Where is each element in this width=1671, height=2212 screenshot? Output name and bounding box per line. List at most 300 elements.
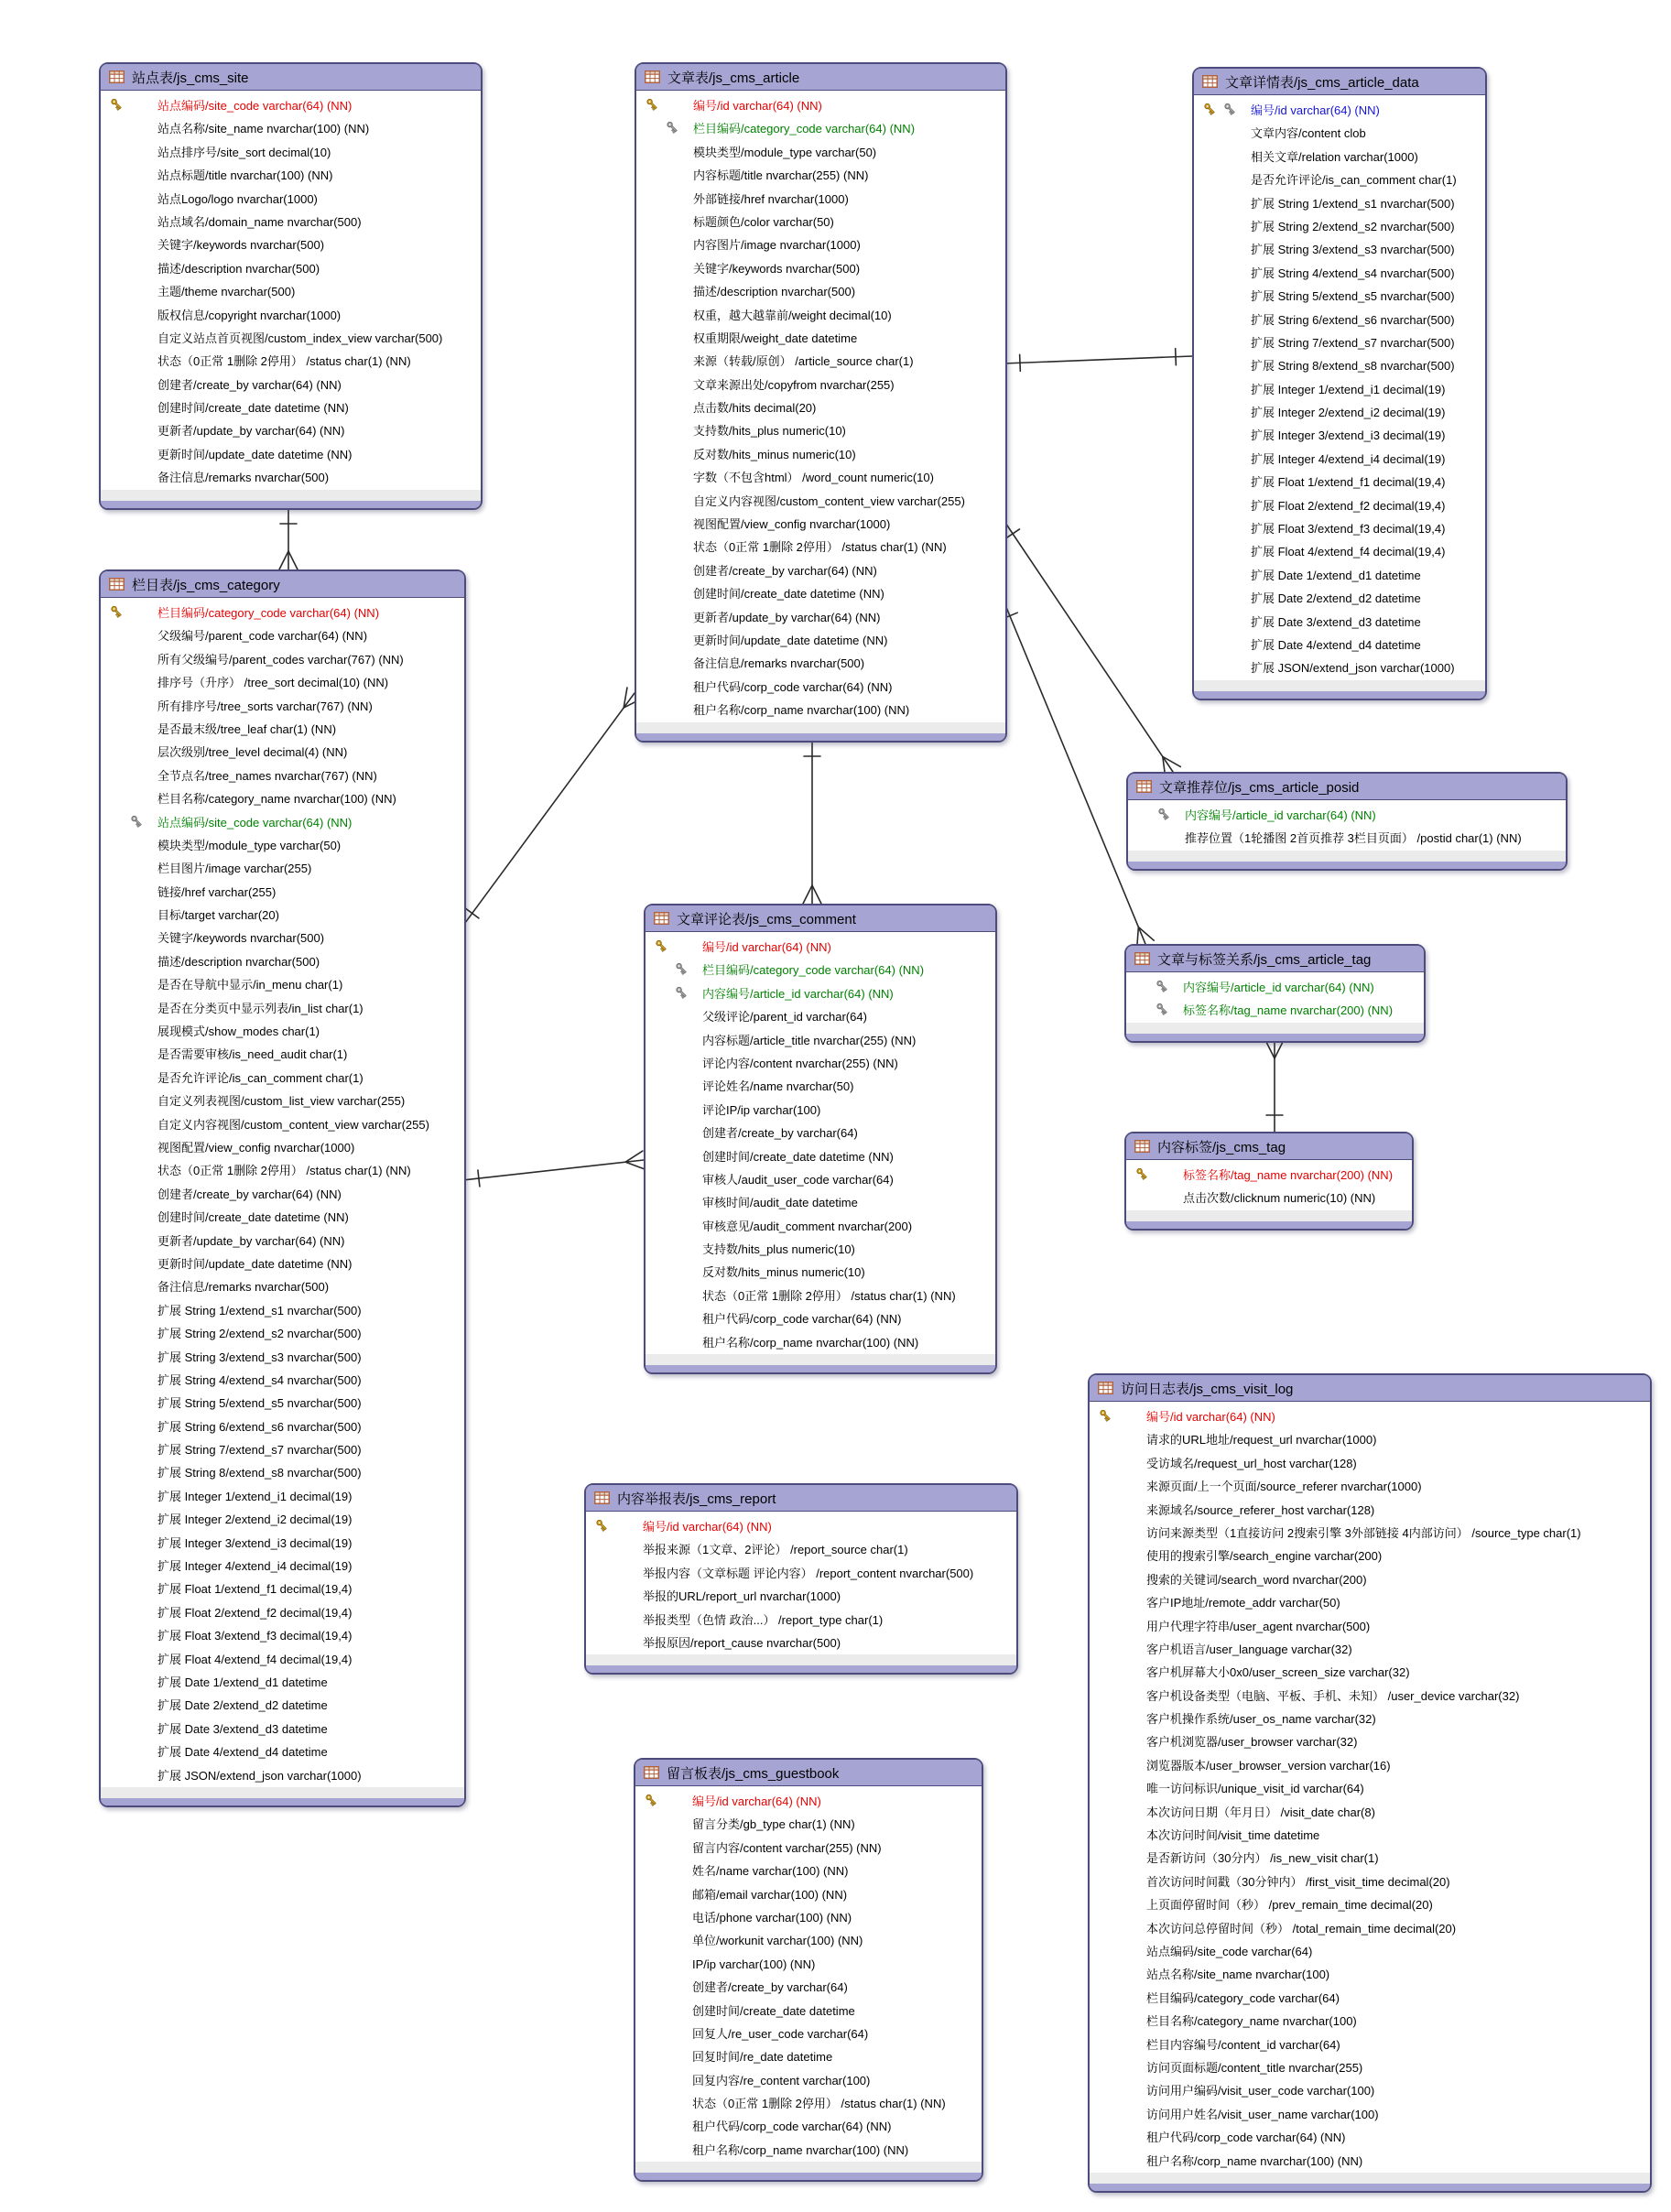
table-js_cms_comment[interactable] — [644, 904, 997, 1374]
field-row[interactable] — [636, 629, 1005, 652]
field-row[interactable] — [101, 1764, 464, 1787]
field-row[interactable] — [635, 1813, 982, 1836]
table-header[interactable] — [1090, 1375, 1650, 1402]
field-row[interactable] — [636, 419, 1005, 442]
field-row[interactable] — [101, 1090, 464, 1112]
field-row[interactable] — [1194, 424, 1485, 447]
table-grid-icon — [1136, 780, 1152, 793]
field-label: 举报来源（1文章、2评论） /report_source char(1) — [643, 1543, 908, 1557]
field-row[interactable] — [586, 1632, 1016, 1654]
field-row[interactable] — [1194, 401, 1485, 424]
field-row[interactable] — [1090, 1475, 1650, 1498]
field-row[interactable] — [101, 1718, 464, 1740]
field-row[interactable] — [1090, 1824, 1650, 1847]
field-row[interactable] — [101, 94, 481, 117]
field-label: 编号/id varchar(64) (NN) — [692, 1795, 821, 1808]
field-row[interactable] — [101, 443, 481, 466]
field-row[interactable] — [101, 834, 464, 857]
field-row[interactable] — [1194, 611, 1485, 634]
field-row[interactable] — [1090, 1963, 1650, 1986]
field-row[interactable] — [1194, 192, 1485, 215]
field-row[interactable] — [1090, 2150, 1650, 2173]
field-row[interactable] — [101, 396, 481, 419]
table-bottom-bar — [636, 733, 1005, 741]
field-row[interactable] — [646, 1285, 995, 1307]
table-js_cms_article_posid[interactable] — [1126, 772, 1568, 871]
field-row[interactable] — [636, 652, 1005, 675]
field-label: 扩展 Date 2/extend_d2 datetime — [1251, 591, 1421, 606]
field-row[interactable] — [101, 350, 481, 373]
field-label: 推荐位置（1轮播图 2首页推荐 3栏目页面） /postid char(1) (NN) — [1185, 831, 1522, 846]
field-label: 创建者/create_by varchar(64) (NN) — [157, 377, 342, 392]
field-list — [101, 91, 481, 490]
field-row[interactable] — [1126, 976, 1424, 999]
table-header[interactable] — [101, 64, 481, 91]
field-row[interactable] — [101, 1438, 464, 1461]
field-label: 链接/href varchar(255) — [157, 884, 277, 899]
field-row[interactable] — [1126, 1187, 1412, 1209]
field-row[interactable] — [101, 327, 481, 350]
field-row[interactable] — [101, 188, 481, 211]
field-row[interactable] — [636, 559, 1005, 582]
field-row[interactable] — [1194, 634, 1485, 656]
field-row[interactable] — [1194, 238, 1485, 261]
field-row[interactable] — [101, 141, 481, 164]
field-label: 访问用户编码/visit_user_code varchar(100) — [1146, 2084, 1375, 2098]
field-row[interactable] — [636, 374, 1005, 396]
field-row[interactable] — [101, 1601, 464, 1624]
field-row[interactable] — [636, 513, 1005, 536]
table-js_cms_article[interactable] — [635, 62, 1007, 743]
field-row[interactable] — [636, 164, 1005, 187]
field-row[interactable] — [101, 1508, 464, 1531]
field-label: 排序号（升序） /tree_sort decimal(10) (NN) — [157, 676, 389, 690]
field-row[interactable] — [1090, 1522, 1650, 1545]
field-row[interactable] — [636, 257, 1005, 280]
table-footer — [101, 490, 481, 501]
field-row[interactable] — [1194, 99, 1485, 122]
field-label: 举报的URL/report_url nvarchar(1000) — [643, 1589, 841, 1604]
field-row[interactable] — [636, 676, 1005, 699]
field-row[interactable] — [101, 1671, 464, 1694]
field-row[interactable] — [1194, 656, 1485, 679]
field-label: 租户名称/corp_name nvarchar(100) (NN) — [1146, 2153, 1363, 2168]
table-title: 留言板表/js_cms_guestbook — [667, 1765, 840, 1782]
table-header[interactable] — [586, 1485, 1016, 1512]
field-row[interactable] — [101, 1461, 464, 1484]
field-row[interactable] — [101, 117, 481, 140]
field-row[interactable] — [646, 1331, 995, 1354]
field-row[interactable] — [636, 233, 1005, 256]
relationship-article-article_posid — [1004, 520, 1180, 777]
field-row[interactable] — [101, 1067, 464, 1090]
field-label: 姓名/name varchar(100) (NN) — [692, 1864, 849, 1879]
field-row[interactable] — [1194, 309, 1485, 331]
field-row[interactable] — [1126, 1164, 1412, 1187]
field-label: 备注信息/remarks nvarchar(500) — [157, 471, 330, 485]
field-row[interactable] — [1090, 1708, 1650, 1730]
field-row[interactable] — [636, 582, 1005, 605]
field-row[interactable] — [636, 211, 1005, 233]
field-row[interactable] — [1194, 285, 1485, 308]
field-row[interactable] — [1090, 1940, 1650, 1963]
field-row[interactable] — [101, 881, 464, 904]
field-label: 租户代码/corp_code varchar(64) (NN) — [1146, 2131, 1346, 2145]
field-row[interactable] — [635, 2000, 982, 2022]
field-row[interactable] — [635, 2115, 982, 2138]
field-label: 留言内容/content varchar(255) (NN) — [692, 1840, 882, 1855]
field-row[interactable] — [646, 1168, 995, 1191]
table-js_cms_category[interactable] — [99, 569, 466, 1807]
field-row[interactable] — [636, 396, 1005, 419]
field-row[interactable] — [646, 936, 995, 959]
field-row[interactable] — [1194, 587, 1485, 610]
field-row[interactable] — [101, 671, 464, 694]
field-row[interactable] — [1090, 1405, 1650, 1428]
field-row[interactable] — [1090, 1847, 1650, 1870]
field-row[interactable] — [101, 1043, 464, 1066]
field-label: 栏目编码/category_code varchar(64) (NN) — [157, 606, 380, 620]
field-row[interactable] — [101, 211, 481, 233]
field-label: 栏目图片/image varchar(255) — [157, 862, 312, 876]
field-label: 相关文章/relation varchar(1000) — [1251, 149, 1418, 164]
field-row[interactable] — [586, 1515, 1016, 1538]
field-row[interactable] — [636, 490, 1005, 513]
field-row[interactable] — [101, 811, 464, 834]
field-row[interactable] — [1090, 1777, 1650, 1800]
field-row[interactable] — [101, 764, 464, 787]
field-row[interactable] — [636, 188, 1005, 211]
field-label: 自定义内容视图/custom_content_view varchar(255) — [693, 493, 965, 508]
field-row[interactable] — [101, 374, 481, 396]
field-label: 标签名称/tag_name nvarchar(200) (NN) — [1183, 1003, 1394, 1018]
field-label: 首次访问时间戳（30分钟内） /first_visit_time decimal(20) — [1146, 1874, 1450, 1889]
field-row[interactable] — [101, 997, 464, 1020]
field-label: 审核人/audit_user_code varchar(64) — [702, 1172, 894, 1187]
field-label: 备注信息/remarks nvarchar(500) — [157, 1280, 330, 1295]
field-row[interactable] — [1194, 564, 1485, 587]
field-row[interactable] — [1194, 494, 1485, 517]
field-label: 支持数/hits_plus numeric(10) — [702, 1242, 855, 1257]
field-row[interactable] — [1090, 1987, 1650, 2010]
field-label: 主题/theme nvarchar(500) — [157, 285, 296, 299]
field-row[interactable] — [101, 741, 464, 764]
field-row[interactable] — [101, 1113, 464, 1136]
field-label: 是否新访问（30分内） /is_new_visit char(1) — [1146, 1851, 1379, 1866]
field-row[interactable] — [101, 1346, 464, 1369]
field-row[interactable] — [101, 1415, 464, 1438]
field-row[interactable] — [1090, 2033, 1650, 2056]
field-label: 状态（0正常 1删除 2停用） /status char(1) (NN) — [157, 1164, 411, 1178]
field-row[interactable] — [1090, 1452, 1650, 1475]
field-label: 反对数/hits_minus numeric(10) — [702, 1265, 865, 1280]
field-row[interactable] — [101, 233, 481, 256]
field-row[interactable] — [646, 1215, 995, 1238]
field-row[interactable] — [101, 1206, 464, 1229]
field-row[interactable] — [1090, 2126, 1650, 2149]
table-js_cms_tag[interactable] — [1124, 1132, 1414, 1231]
field-row[interactable] — [101, 624, 464, 647]
field-label: 扩展 String 3/extend_s3 nvarchar(500) — [1251, 243, 1455, 257]
field-row[interactable] — [636, 94, 1005, 117]
field-row[interactable] — [101, 1322, 464, 1345]
field-row[interactable] — [1128, 804, 1566, 827]
field-row[interactable] — [1128, 827, 1566, 850]
field-label: 扩展 Integer 4/extend_i4 decimal(19) — [1251, 451, 1446, 466]
field-row[interactable] — [101, 1740, 464, 1763]
field-row[interactable] — [101, 1532, 464, 1555]
field-row[interactable] — [1090, 1499, 1650, 1522]
field-row[interactable] — [646, 1099, 995, 1122]
field-row[interactable] — [635, 2022, 982, 2045]
field-label: 扩展 JSON/extend_json varchar(1000) — [1251, 661, 1455, 676]
field-row[interactable] — [1090, 1893, 1650, 1916]
field-row[interactable] — [646, 959, 995, 981]
field-row[interactable] — [646, 982, 995, 1005]
field-row[interactable] — [646, 1122, 995, 1144]
field-label: 扩展 String 1/extend_s1 nvarchar(500) — [157, 1303, 362, 1317]
field-label: 来源页面/上一个页面/source_referer nvarchar(1000) — [1146, 1480, 1422, 1494]
field-row[interactable] — [101, 648, 464, 671]
field-row[interactable] — [1194, 448, 1485, 471]
table-title: 文章评论表/js_cms_comment — [677, 911, 856, 927]
field-row[interactable] — [586, 1562, 1016, 1585]
field-row[interactable] — [101, 1578, 464, 1600]
table-js_cms_guestbook[interactable] — [634, 1758, 983, 2182]
field-row[interactable] — [1090, 2079, 1650, 2102]
field-row[interactable] — [646, 1145, 995, 1168]
field-row[interactable] — [646, 1238, 995, 1261]
field-row[interactable] — [1194, 331, 1485, 354]
field-row[interactable] — [1194, 146, 1485, 168]
field-row[interactable] — [636, 327, 1005, 350]
table-grid-icon — [1134, 1140, 1150, 1153]
field-row[interactable] — [646, 1005, 995, 1028]
field-row[interactable] — [1194, 517, 1485, 540]
field-row[interactable] — [586, 1609, 1016, 1632]
field-row[interactable] — [1194, 378, 1485, 401]
field-row[interactable] — [101, 973, 464, 996]
field-row[interactable] — [1090, 1917, 1650, 1940]
field-label: 本次访问时间/visit_time datetime — [1146, 1828, 1320, 1843]
table-header[interactable] — [101, 571, 464, 598]
field-row[interactable] — [1194, 262, 1485, 285]
field-label: 客户机设备类型（电脑、平板、手机、未知） /user_device varchar(32) — [1146, 1688, 1520, 1703]
field-label: 状态（0正常 1删除 2停用） /status char(1) (NN) — [157, 354, 411, 369]
field-label: 状态（0正常 1删除 2停用） /status char(1) (NN) — [693, 540, 947, 555]
field-label: 层次级别/tree_level decimal(4) (NN) — [157, 745, 348, 760]
field-list — [1128, 800, 1566, 851]
field-row[interactable] — [101, 1136, 464, 1159]
field-row[interactable] — [1090, 1754, 1650, 1777]
field-row[interactable] — [101, 1648, 464, 1671]
field-row[interactable] — [101, 927, 464, 949]
field-row[interactable] — [635, 2045, 982, 2068]
field-label: 站点Logo/logo nvarchar(1000) — [157, 191, 318, 206]
field-row[interactable] — [1194, 168, 1485, 191]
table-header[interactable] — [1194, 69, 1485, 95]
table-header[interactable] — [646, 905, 995, 932]
field-label: 关键字/keywords nvarchar(500) — [157, 238, 325, 253]
field-row[interactable] — [1090, 1730, 1650, 1753]
field-label: 是否允许评论/is_can_comment char(1) — [1251, 173, 1457, 188]
field-row[interactable] — [1090, 1545, 1650, 1567]
field-row[interactable] — [636, 350, 1005, 373]
field-row[interactable] — [1090, 1801, 1650, 1824]
field-row[interactable] — [646, 1191, 995, 1214]
field-row[interactable] — [1090, 1615, 1650, 1638]
field-row[interactable] — [1090, 1591, 1650, 1614]
field-row[interactable] — [635, 1976, 982, 1999]
field-row[interactable] — [101, 280, 481, 303]
field-label: 扩展 Integer 2/extend_i2 decimal(19) — [157, 1513, 353, 1527]
table-header[interactable] — [1128, 774, 1566, 800]
field-row[interactable] — [1194, 215, 1485, 238]
field-label: 扩展 Float 1/extend_f1 decimal(19,4) — [1251, 475, 1446, 490]
table-js_cms_report[interactable] — [584, 1483, 1018, 1675]
field-row[interactable] — [101, 950, 464, 973]
field-row[interactable] — [101, 1183, 464, 1206]
field-row[interactable] — [646, 1307, 995, 1330]
field-label: 访问来源类型（1直接访问 2搜索引擎 3外部链接 4内部访问） /source_type char(1) — [1146, 1525, 1581, 1540]
field-label: 反对数/hits_minus numeric(10) — [693, 447, 856, 461]
field-row[interactable] — [636, 280, 1005, 303]
field-label: 访问用户姓名/visit_user_name varchar(100) — [1146, 2107, 1379, 2121]
field-row[interactable] — [635, 2069, 982, 2092]
table-header[interactable] — [636, 64, 1005, 91]
field-label: 扩展 String 5/extend_s5 nvarchar(500) — [157, 1396, 362, 1411]
field-row[interactable] — [1090, 1661, 1650, 1684]
field-row[interactable] — [635, 2139, 982, 2162]
table-bottom-bar — [1090, 2184, 1650, 2191]
field-row[interactable] — [1194, 354, 1485, 377]
field-label: 评论IP/ip varchar(100) — [702, 1102, 821, 1117]
field-label: 来源域名/source_referer_host varchar(128) — [1146, 1502, 1375, 1517]
field-label: 栏目编码/category_code varchar(64) — [1146, 1990, 1340, 2005]
field-row[interactable] — [101, 164, 481, 187]
table-header[interactable] — [1126, 1133, 1412, 1160]
field-row[interactable] — [635, 1860, 982, 1882]
table-grid-icon — [109, 70, 125, 83]
field-row[interactable] — [636, 117, 1005, 140]
field-row[interactable] — [1090, 2010, 1650, 2033]
field-row[interactable] — [635, 1929, 982, 1952]
table-footer — [1126, 1210, 1412, 1221]
field-row[interactable] — [646, 1029, 995, 1052]
relationship-article-article_data — [1004, 349, 1192, 372]
field-row[interactable] — [646, 1075, 995, 1098]
field-label: 扩展 Date 1/extend_d1 datetime — [1251, 568, 1421, 582]
field-row[interactable] — [636, 699, 1005, 721]
field-row[interactable] — [101, 718, 464, 741]
primary-key-icon — [646, 99, 659, 113]
field-row[interactable] — [101, 1392, 464, 1415]
field-row[interactable] — [101, 257, 481, 280]
field-row[interactable] — [101, 1020, 464, 1043]
field-row[interactable] — [636, 536, 1005, 558]
field-label: 视图配置/view_config nvarchar(1000) — [693, 517, 891, 532]
field-row[interactable] — [636, 443, 1005, 466]
table-js_cms_article_tag[interactable] — [1124, 944, 1426, 1043]
field-row[interactable] — [101, 1369, 464, 1392]
field-row[interactable] — [635, 2092, 982, 2115]
field-row[interactable] — [101, 1230, 464, 1252]
field-row[interactable] — [1090, 1568, 1650, 1591]
field-row[interactable] — [1194, 540, 1485, 563]
field-row[interactable] — [635, 1837, 982, 1860]
field-row[interactable] — [101, 1252, 464, 1275]
field-row[interactable] — [636, 606, 1005, 629]
field-label: 搜索的关键词/search_word nvarchar(200) — [1146, 1572, 1367, 1587]
table-js_cms_article_data[interactable] — [1192, 67, 1487, 700]
field-row[interactable] — [635, 1790, 982, 1813]
foreign-key-icon — [1156, 981, 1169, 994]
field-row[interactable] — [646, 1261, 995, 1284]
field-row[interactable] — [101, 1275, 464, 1298]
table-title: 文章与标签关系/js_cms_article_tag — [1157, 951, 1372, 968]
field-row[interactable] — [1126, 999, 1424, 1022]
field-row[interactable] — [1090, 2103, 1650, 2126]
field-row[interactable] — [635, 1883, 982, 1906]
field-label: 内容编号/article_id varchar(64) (NN) — [702, 986, 894, 1001]
field-label: 标签名称/tag_name nvarchar(200) (NN) — [1183, 1168, 1394, 1182]
field-row[interactable] — [101, 904, 464, 927]
field-row[interactable] — [101, 466, 481, 489]
field-list — [1090, 1402, 1650, 2173]
field-row[interactable] — [101, 304, 481, 327]
field-row[interactable] — [1194, 471, 1485, 493]
field-row[interactable] — [636, 141, 1005, 164]
field-label: 扩展 String 6/extend_s6 nvarchar(500) — [157, 1419, 362, 1434]
field-row[interactable] — [636, 466, 1005, 489]
field-row[interactable] — [101, 787, 464, 810]
field-row[interactable] — [586, 1538, 1016, 1561]
field-row[interactable] — [635, 1906, 982, 1929]
field-label: 扩展 Integer 2/extend_i2 decimal(19) — [1251, 406, 1446, 420]
field-row[interactable] — [101, 1299, 464, 1322]
field-row[interactable] — [1090, 2056, 1650, 2079]
field-row[interactable] — [101, 1694, 464, 1717]
field-row[interactable] — [586, 1585, 1016, 1608]
field-label: 自定义列表视图/custom_list_view varchar(255) — [157, 1094, 406, 1109]
field-row[interactable] — [101, 602, 464, 624]
field-label: 内容图片/image nvarchar(1000) — [693, 238, 861, 253]
field-row[interactable] — [636, 304, 1005, 327]
field-row[interactable] — [1090, 1685, 1650, 1708]
field-row[interactable] — [101, 1485, 464, 1508]
table-header[interactable] — [635, 1760, 982, 1786]
field-row[interactable] — [101, 1555, 464, 1578]
field-row[interactable] — [1090, 1870, 1650, 1893]
field-row[interactable] — [101, 1624, 464, 1647]
field-row[interactable] — [1194, 122, 1485, 145]
field-row[interactable] — [101, 1159, 464, 1182]
field-row[interactable] — [101, 857, 464, 880]
table-js_cms_site[interactable] — [99, 62, 483, 510]
field-label: 全节点名/tree_names nvarchar(767) (NN) — [157, 768, 377, 783]
table-header[interactable] — [1126, 946, 1424, 972]
field-row[interactable] — [101, 419, 481, 442]
field-row[interactable] — [1090, 1428, 1650, 1451]
field-row[interactable] — [646, 1052, 995, 1075]
field-row[interactable] — [101, 695, 464, 718]
table-title: 文章推荐位/js_cms_article_posid — [1159, 779, 1360, 796]
field-row[interactable] — [635, 1953, 982, 1976]
table-js_cms_visit_log[interactable] — [1088, 1373, 1652, 2193]
table-bottom-bar — [586, 1665, 1016, 1673]
table-bottom-bar — [1126, 1034, 1424, 1041]
field-row[interactable] — [1090, 1638, 1650, 1661]
